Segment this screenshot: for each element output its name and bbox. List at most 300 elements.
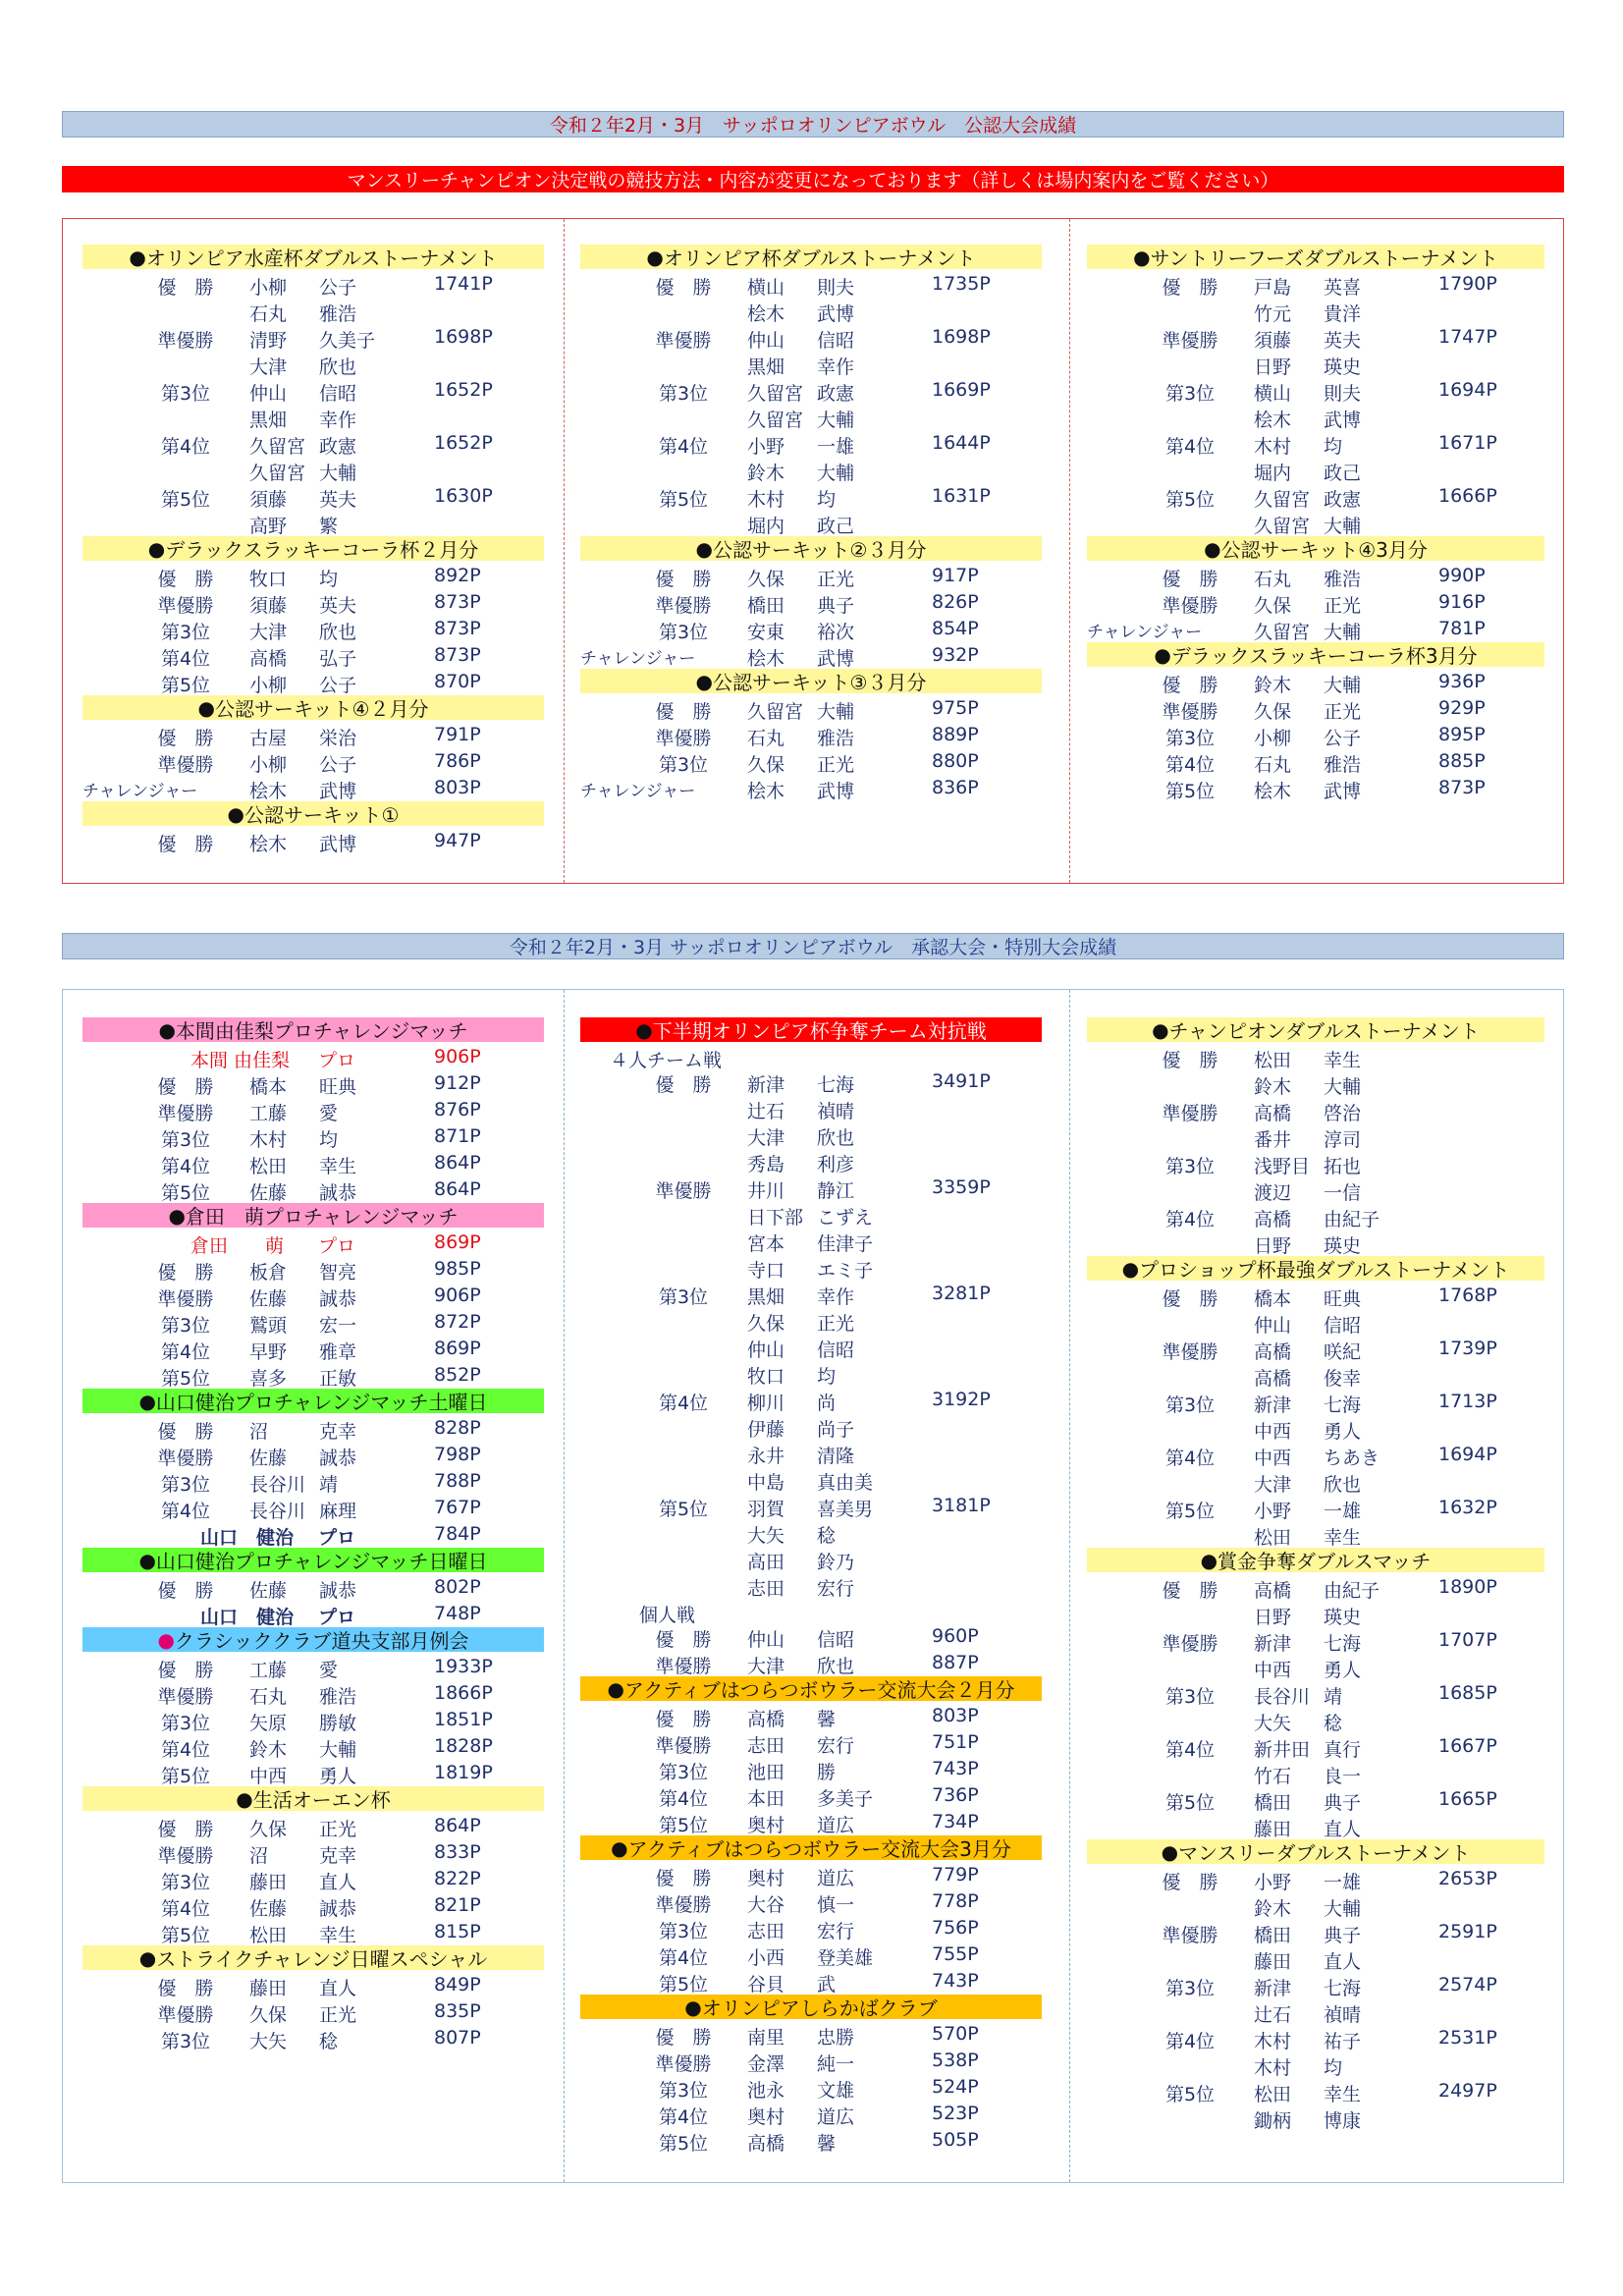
rank-label: 優 勝 — [1162, 1288, 1218, 1310]
result-row — [82, 1654, 544, 1680]
score: 849P — [434, 1974, 481, 1995]
score: 1828P — [434, 1735, 493, 1757]
score: 779P — [932, 1864, 979, 1886]
section-title: 公認サーキット④3月分 — [1220, 538, 1428, 562]
result-row — [1087, 1654, 1544, 1680]
result-row — [82, 748, 544, 775]
section-header — [580, 1676, 1042, 1701]
given-name: 幸生 — [319, 1156, 357, 1177]
rank-label: 準優勝 — [157, 1103, 214, 1124]
rank-label: 優 勝 — [157, 1580, 214, 1602]
result-row — [580, 1148, 1042, 1175]
surname: 新津 — [1254, 1394, 1292, 1416]
rank-label: 第4位 — [1164, 1209, 1216, 1230]
surname: 久保 — [249, 1819, 288, 1840]
result-row — [1087, 1495, 1544, 1521]
result-row — [1087, 1415, 1544, 1442]
surname: 鈴木 — [1254, 675, 1292, 696]
section-header — [580, 1017, 1042, 1042]
surname: 大津 — [1254, 1474, 1292, 1496]
column-divider — [564, 219, 565, 883]
given-name: 忠勝 — [817, 2027, 855, 2049]
title-banner-official: 令和２年2月・3月 サッポロオリンピアボウル 公認大会成績 — [62, 111, 1564, 137]
surname: 辻石 — [747, 1101, 785, 1122]
given-name: 旺典 — [319, 1076, 357, 1098]
given-name: 欣也 — [817, 1656, 855, 1677]
surname: 奥村 — [747, 1815, 785, 1836]
given-name: 英夫 — [319, 489, 357, 511]
surname: 佐藤 — [249, 1580, 288, 1602]
bullet-icon: ● — [1121, 1256, 1140, 1281]
rank-label: 優 勝 — [157, 1262, 214, 1284]
given-name: 正光 — [817, 569, 855, 590]
rank-label: 第5位 — [160, 489, 211, 511]
result-row — [82, 1283, 544, 1309]
given-name: 誠恭 — [319, 1288, 357, 1310]
bullet-icon: ● — [147, 536, 166, 561]
result-row — [1087, 1203, 1544, 1230]
given-name: 欣也 — [1324, 1474, 1362, 1496]
given-name: 尚子 — [817, 1419, 855, 1441]
surname: 長谷川 — [249, 1501, 306, 1522]
section-header — [580, 536, 1042, 561]
surname: 沼 — [249, 1845, 269, 1867]
section-header — [82, 1945, 544, 1970]
given-name: 幸生 — [319, 1925, 357, 1946]
rank-label: 準優勝 — [655, 1180, 712, 1202]
surname: 工藤 — [249, 1103, 288, 1124]
subsection-label: 個人戦 — [639, 1605, 696, 1626]
result-row — [580, 2074, 1042, 2101]
given-name: 愛 — [319, 1103, 339, 1124]
score: 756P — [932, 1917, 979, 1939]
score: 570P — [932, 2023, 979, 2045]
rank-label: 優 勝 — [157, 1819, 214, 1840]
surname: 松田 — [1254, 1050, 1292, 1071]
notice-banner: マンスリーチャンピオン決定戦の競技方法・内容が変更になっております（詳しくは場内案内をご覧ください） — [62, 166, 1564, 192]
given-name: 正光 — [817, 754, 855, 776]
section-title: 本間由佳梨プロチャレンジマッチ — [175, 1019, 468, 1043]
rank-label: 優 勝 — [1162, 1872, 1218, 1893]
rank-label: 第3位 — [658, 1762, 709, 1783]
rank-label: 準優勝 — [157, 1448, 214, 1469]
given-name: 信昭 — [817, 330, 855, 352]
result-row — [580, 1968, 1042, 1995]
given-name: 均 — [319, 569, 339, 590]
surname: 久保 — [1254, 701, 1292, 723]
score: 751P — [932, 1731, 979, 1753]
surname: 秀島 — [747, 1154, 785, 1175]
rank-label: 準優勝 — [157, 1686, 214, 1708]
surname: 高橋 — [1254, 1368, 1292, 1390]
surname: 黒畑 — [747, 356, 785, 378]
pro-name: 本間 由佳梨 — [190, 1050, 291, 1071]
given-name: 大輔 — [319, 1739, 357, 1761]
rank-label: 第5位 — [1164, 489, 1216, 511]
rank-label: 優 勝 — [157, 1421, 214, 1443]
given-name: 宏行 — [817, 1735, 855, 1757]
section-title: 生活オーエン杯 — [252, 1788, 391, 1812]
result-row — [580, 1121, 1042, 1148]
result-row — [580, 1466, 1042, 1493]
score: 802P — [434, 1576, 481, 1598]
surname: 辻石 — [1254, 2004, 1292, 2026]
rank-label: 準優勝 — [157, 330, 214, 352]
rank-label: 第3位 — [658, 383, 709, 405]
score: 870P — [434, 671, 481, 692]
result-row — [580, 1546, 1042, 1572]
result-row — [82, 1998, 544, 2025]
rank-label: 第4位 — [1164, 436, 1216, 458]
surname: 木村 — [1254, 436, 1292, 458]
surname: 大矢 — [1254, 1713, 1292, 1734]
score: 887P — [932, 1652, 979, 1673]
given-name: 雅章 — [319, 1341, 357, 1363]
rank-label: 準優勝 — [1162, 1103, 1218, 1124]
rank-label: 優 勝 — [157, 1076, 214, 1098]
rank-label: 優 勝 — [157, 834, 214, 855]
official-col-2 — [580, 245, 1042, 801]
score: 1713P — [1438, 1391, 1497, 1412]
given-name: 武博 — [817, 781, 855, 802]
pro-name: 倉田 萌 — [190, 1235, 285, 1257]
section-header — [580, 245, 1042, 269]
pro-result-row — [82, 1044, 544, 1070]
given-name: 大輔 — [1324, 1898, 1362, 1920]
rank-label: 第4位 — [1164, 1448, 1216, 1469]
score: 1630P — [434, 485, 493, 507]
surname: 桧木 — [1254, 781, 1292, 802]
rank-label: 第5位 — [1164, 1501, 1216, 1522]
rank-label: 第5位 — [160, 1925, 211, 1946]
result-row — [580, 775, 1042, 801]
given-name: 大輔 — [1324, 622, 1362, 643]
result-row — [82, 1097, 544, 1123]
given-name: 一雄 — [817, 436, 855, 458]
surname: 番井 — [1254, 1129, 1292, 1151]
section-title: ストライクチャレンジ日曜スペシャル — [156, 1947, 488, 1971]
score: 864P — [434, 1815, 481, 1836]
result-row — [82, 404, 544, 430]
given-name: 七海 — [1324, 1633, 1362, 1655]
rank-label: 準優勝 — [157, 1845, 214, 1867]
result-row — [1087, 1601, 1544, 1627]
surname: 鈴木 — [1254, 1898, 1292, 1920]
result-row — [580, 695, 1042, 722]
pro-result-row — [82, 1230, 544, 1256]
surname: 高橋 — [1254, 1209, 1292, 1230]
given-name: 繁 — [319, 516, 339, 537]
surname: 板倉 — [249, 1262, 288, 1284]
given-name: 正敏 — [319, 1368, 357, 1390]
surname: 久留宮 — [249, 436, 306, 458]
given-name: 武博 — [319, 834, 357, 855]
rank-label: 第5位 — [658, 1815, 709, 1836]
result-row — [580, 271, 1042, 298]
score: 854P — [932, 618, 979, 639]
result-row — [1087, 1176, 1544, 1203]
result-row — [580, 1360, 1042, 1387]
given-name: 正光 — [319, 2004, 357, 2026]
score: 873P — [1438, 777, 1486, 798]
result-row — [580, 1782, 1042, 1809]
rank-label: 第3位 — [1164, 383, 1216, 405]
score: 975P — [932, 697, 979, 719]
result-row — [1087, 1813, 1544, 1839]
score: 836P — [932, 777, 979, 798]
section-title: 公認サーキット③３月分 — [712, 671, 927, 694]
section-title: アクティブはつらつボウラー交流大会3月分 — [627, 1837, 1011, 1861]
surname: 鈴木 — [747, 463, 785, 484]
score: 2591P — [1438, 1921, 1497, 1942]
result-row — [1087, 722, 1544, 748]
result-row — [82, 616, 544, 642]
given-name: 一雄 — [1324, 1501, 1362, 1522]
given-name: 瑛史 — [1324, 1607, 1362, 1628]
result-row — [1087, 589, 1544, 616]
result-row — [580, 510, 1042, 536]
section-header — [82, 245, 544, 269]
bullet-icon: ● — [1204, 536, 1221, 561]
bullet-icon: ● — [607, 1676, 624, 1701]
pro-label: プロ — [318, 1607, 356, 1628]
surname: 久留宮 — [1254, 622, 1311, 643]
result-row — [580, 1387, 1042, 1413]
bullet-icon: ● — [138, 1389, 156, 1413]
bullet-icon: ● — [227, 801, 244, 826]
given-name: 旺典 — [1324, 1288, 1362, 1310]
given-name: 淳司 — [1324, 1129, 1362, 1151]
given-name: 文雄 — [817, 2080, 855, 2102]
surname: 石丸 — [1254, 754, 1292, 776]
given-name: 宏行 — [817, 1921, 855, 1942]
given-name: 直人 — [319, 1872, 357, 1893]
given-name: 正光 — [1324, 595, 1362, 617]
section-header — [82, 1627, 544, 1652]
score: 538P — [932, 2050, 979, 2071]
result-row — [1087, 1442, 1544, 1468]
result-row — [1087, 1627, 1544, 1654]
surname: 松田 — [249, 1156, 288, 1177]
given-name: 啓治 — [1324, 1103, 1362, 1124]
rank-label: 準優勝 — [157, 595, 214, 617]
surname: 桧木 — [249, 834, 288, 855]
rank-label: 第3位 — [160, 1129, 211, 1151]
rank-label: 第4位 — [1164, 754, 1216, 776]
surname: 久保 — [249, 2004, 288, 2026]
score: 1644P — [932, 432, 991, 454]
result-row — [1087, 1283, 1544, 1309]
given-name: 均 — [1324, 436, 1343, 458]
surname: 小野 — [1254, 1872, 1292, 1893]
rank-label: 第5位 — [1164, 1792, 1216, 1814]
bullet-icon: ● — [695, 536, 713, 561]
surname: 仲山 — [249, 383, 288, 405]
given-name: 幸生 — [1324, 1527, 1362, 1549]
given-name: 武博 — [1324, 781, 1362, 802]
given-name: 正光 — [319, 1819, 357, 1840]
given-name: 武博 — [1324, 410, 1362, 431]
given-name: 静江 — [817, 1180, 855, 1202]
surname: 戸島 — [1254, 277, 1292, 299]
result-row — [82, 1415, 544, 1442]
bullet-icon: ● — [1152, 1017, 1169, 1042]
rank-label: 第4位 — [658, 436, 709, 458]
given-name: 英喜 — [1324, 277, 1362, 299]
score: 1666P — [1438, 485, 1497, 507]
given-name: 稔 — [817, 1525, 837, 1547]
given-name: 雅浩 — [1324, 569, 1362, 590]
rank-label: 第4位 — [160, 1501, 211, 1522]
bullet-icon: ● — [158, 1017, 176, 1042]
bullet-icon: ● — [684, 1995, 702, 2019]
score: 778P — [932, 1890, 979, 1912]
result-row — [1087, 1362, 1544, 1389]
rank-label: 第3位 — [160, 2031, 211, 2052]
surname: 佐藤 — [249, 1288, 288, 1310]
score: 815P — [434, 1921, 481, 1942]
given-name: 瑛史 — [1324, 1235, 1362, 1257]
given-name: 政己 — [817, 516, 855, 537]
result-row — [1087, 1892, 1544, 1919]
section-header — [1087, 1839, 1544, 1864]
bullet-icon: ● — [197, 695, 215, 720]
pro-name: 山口 健治 — [200, 1607, 295, 1628]
given-name: 弘子 — [319, 648, 357, 670]
given-name: 雅浩 — [1324, 754, 1362, 776]
score: 788P — [434, 1470, 481, 1492]
result-row — [580, 1068, 1042, 1095]
given-name: 均 — [817, 489, 837, 511]
given-name: 博康 — [1324, 2110, 1362, 2132]
result-row — [580, 1519, 1042, 1546]
surname: 藤田 — [1254, 1819, 1292, 1840]
rank-label: チャレンジャー — [580, 782, 696, 801]
result-row — [1087, 1044, 1544, 1070]
surname: 木村 — [1254, 2057, 1292, 2079]
score: 892P — [434, 565, 481, 586]
result-row — [1087, 1389, 1544, 1415]
section-title: 賞金争奪ダブルスマッチ — [1217, 1550, 1432, 1573]
surname: 石丸 — [249, 1686, 288, 1708]
rank-label: 優 勝 — [1162, 675, 1218, 696]
given-name: 直人 — [1324, 1819, 1362, 1840]
given-name: 祐子 — [1324, 2031, 1362, 2052]
rank-label: 優 勝 — [655, 1709, 712, 1730]
pro-score: 748P — [434, 1603, 481, 1624]
score: 3181P — [932, 1495, 991, 1516]
score: 917P — [932, 565, 979, 586]
surname: 藤田 — [249, 1978, 288, 1999]
given-name: 純一 — [817, 2053, 855, 2075]
pro-result-row — [82, 1521, 544, 1548]
surname: 佐藤 — [249, 1182, 288, 1204]
result-row — [1087, 271, 1544, 298]
result-row — [580, 1281, 1042, 1307]
surname: 桧木 — [747, 781, 785, 802]
surname: 仲山 — [1254, 1315, 1292, 1337]
rank-label: 優 勝 — [157, 1978, 214, 1999]
rank-label: 第5位 — [160, 1182, 211, 1204]
section-header — [82, 1389, 544, 1413]
given-name: 靖 — [319, 1474, 339, 1496]
result-row — [580, 430, 1042, 457]
result-row — [580, 1915, 1042, 1941]
given-name: 慎一 — [817, 1894, 855, 1916]
result-row — [580, 1572, 1042, 1599]
given-name: 佳津子 — [817, 1233, 874, 1255]
score: 734P — [932, 1811, 979, 1832]
given-name: 鈴乃 — [817, 1552, 855, 1573]
section-header — [82, 1017, 544, 1042]
score: 990P — [1438, 565, 1486, 586]
result-row — [82, 377, 544, 404]
rank-label: 第5位 — [658, 1499, 709, 1520]
rank-label: 第5位 — [658, 2133, 709, 2155]
result-row — [1087, 1707, 1544, 1733]
given-name: 英夫 — [319, 595, 357, 617]
surname: 佐藤 — [249, 1448, 288, 1469]
section-title: サントリーフーズダブルストーナメント — [1150, 246, 1498, 270]
result-row — [82, 1839, 544, 1866]
result-row — [1087, 1998, 1544, 2025]
rank-label: 優 勝 — [157, 569, 214, 590]
rank-label: 優 勝 — [655, 1868, 712, 1889]
score: 1739P — [1438, 1338, 1497, 1359]
given-name: 由紀子 — [1324, 1580, 1380, 1602]
given-name: 雅浩 — [319, 1686, 357, 1708]
result-row — [580, 1888, 1042, 1915]
given-name: 大輔 — [817, 463, 855, 484]
score: 880P — [932, 750, 979, 772]
section-title: プロショップ杯最強ダブルストーナメント — [1139, 1258, 1510, 1282]
score: 743P — [932, 1758, 979, 1779]
surname: 久保 — [747, 754, 785, 776]
given-name: 登美雄 — [817, 1947, 874, 1969]
surname: 金澤 — [747, 2053, 785, 2075]
given-name: 信昭 — [319, 383, 357, 405]
surname: 小柳 — [1254, 728, 1292, 749]
surname: 中西 — [1254, 1660, 1292, 1681]
surname: 桧木 — [747, 303, 785, 325]
surname: 寺口 — [747, 1260, 785, 1282]
result-row — [1087, 1919, 1544, 1945]
given-name: 靖 — [1324, 1686, 1343, 1708]
given-name: 勝敏 — [319, 1713, 357, 1734]
surname: 志田 — [747, 1578, 785, 1600]
section-header — [82, 1786, 544, 1811]
given-name: 直人 — [319, 1978, 357, 1999]
given-name: 尚 — [817, 1393, 837, 1414]
rank-label: 準優勝 — [1162, 1633, 1218, 1655]
official-col-3 — [1087, 245, 1544, 801]
given-name: 七海 — [817, 1074, 855, 1096]
surname: 大谷 — [747, 1894, 785, 1916]
score: 871P — [434, 1125, 481, 1147]
bullet-icon: ● — [129, 245, 146, 269]
result-row — [580, 1175, 1042, 1201]
section-header — [82, 1203, 544, 1228]
surname: 安東 — [747, 622, 785, 643]
result-row — [82, 1176, 544, 1203]
rank-label: 第4位 — [160, 1898, 211, 1920]
column-divider — [1069, 219, 1070, 883]
result-row — [1087, 1866, 1544, 1892]
surname: 久保 — [747, 1313, 785, 1335]
given-name: 道広 — [817, 1868, 855, 1889]
result-row — [1087, 1150, 1544, 1176]
surname: 渡辺 — [1254, 1182, 1292, 1204]
